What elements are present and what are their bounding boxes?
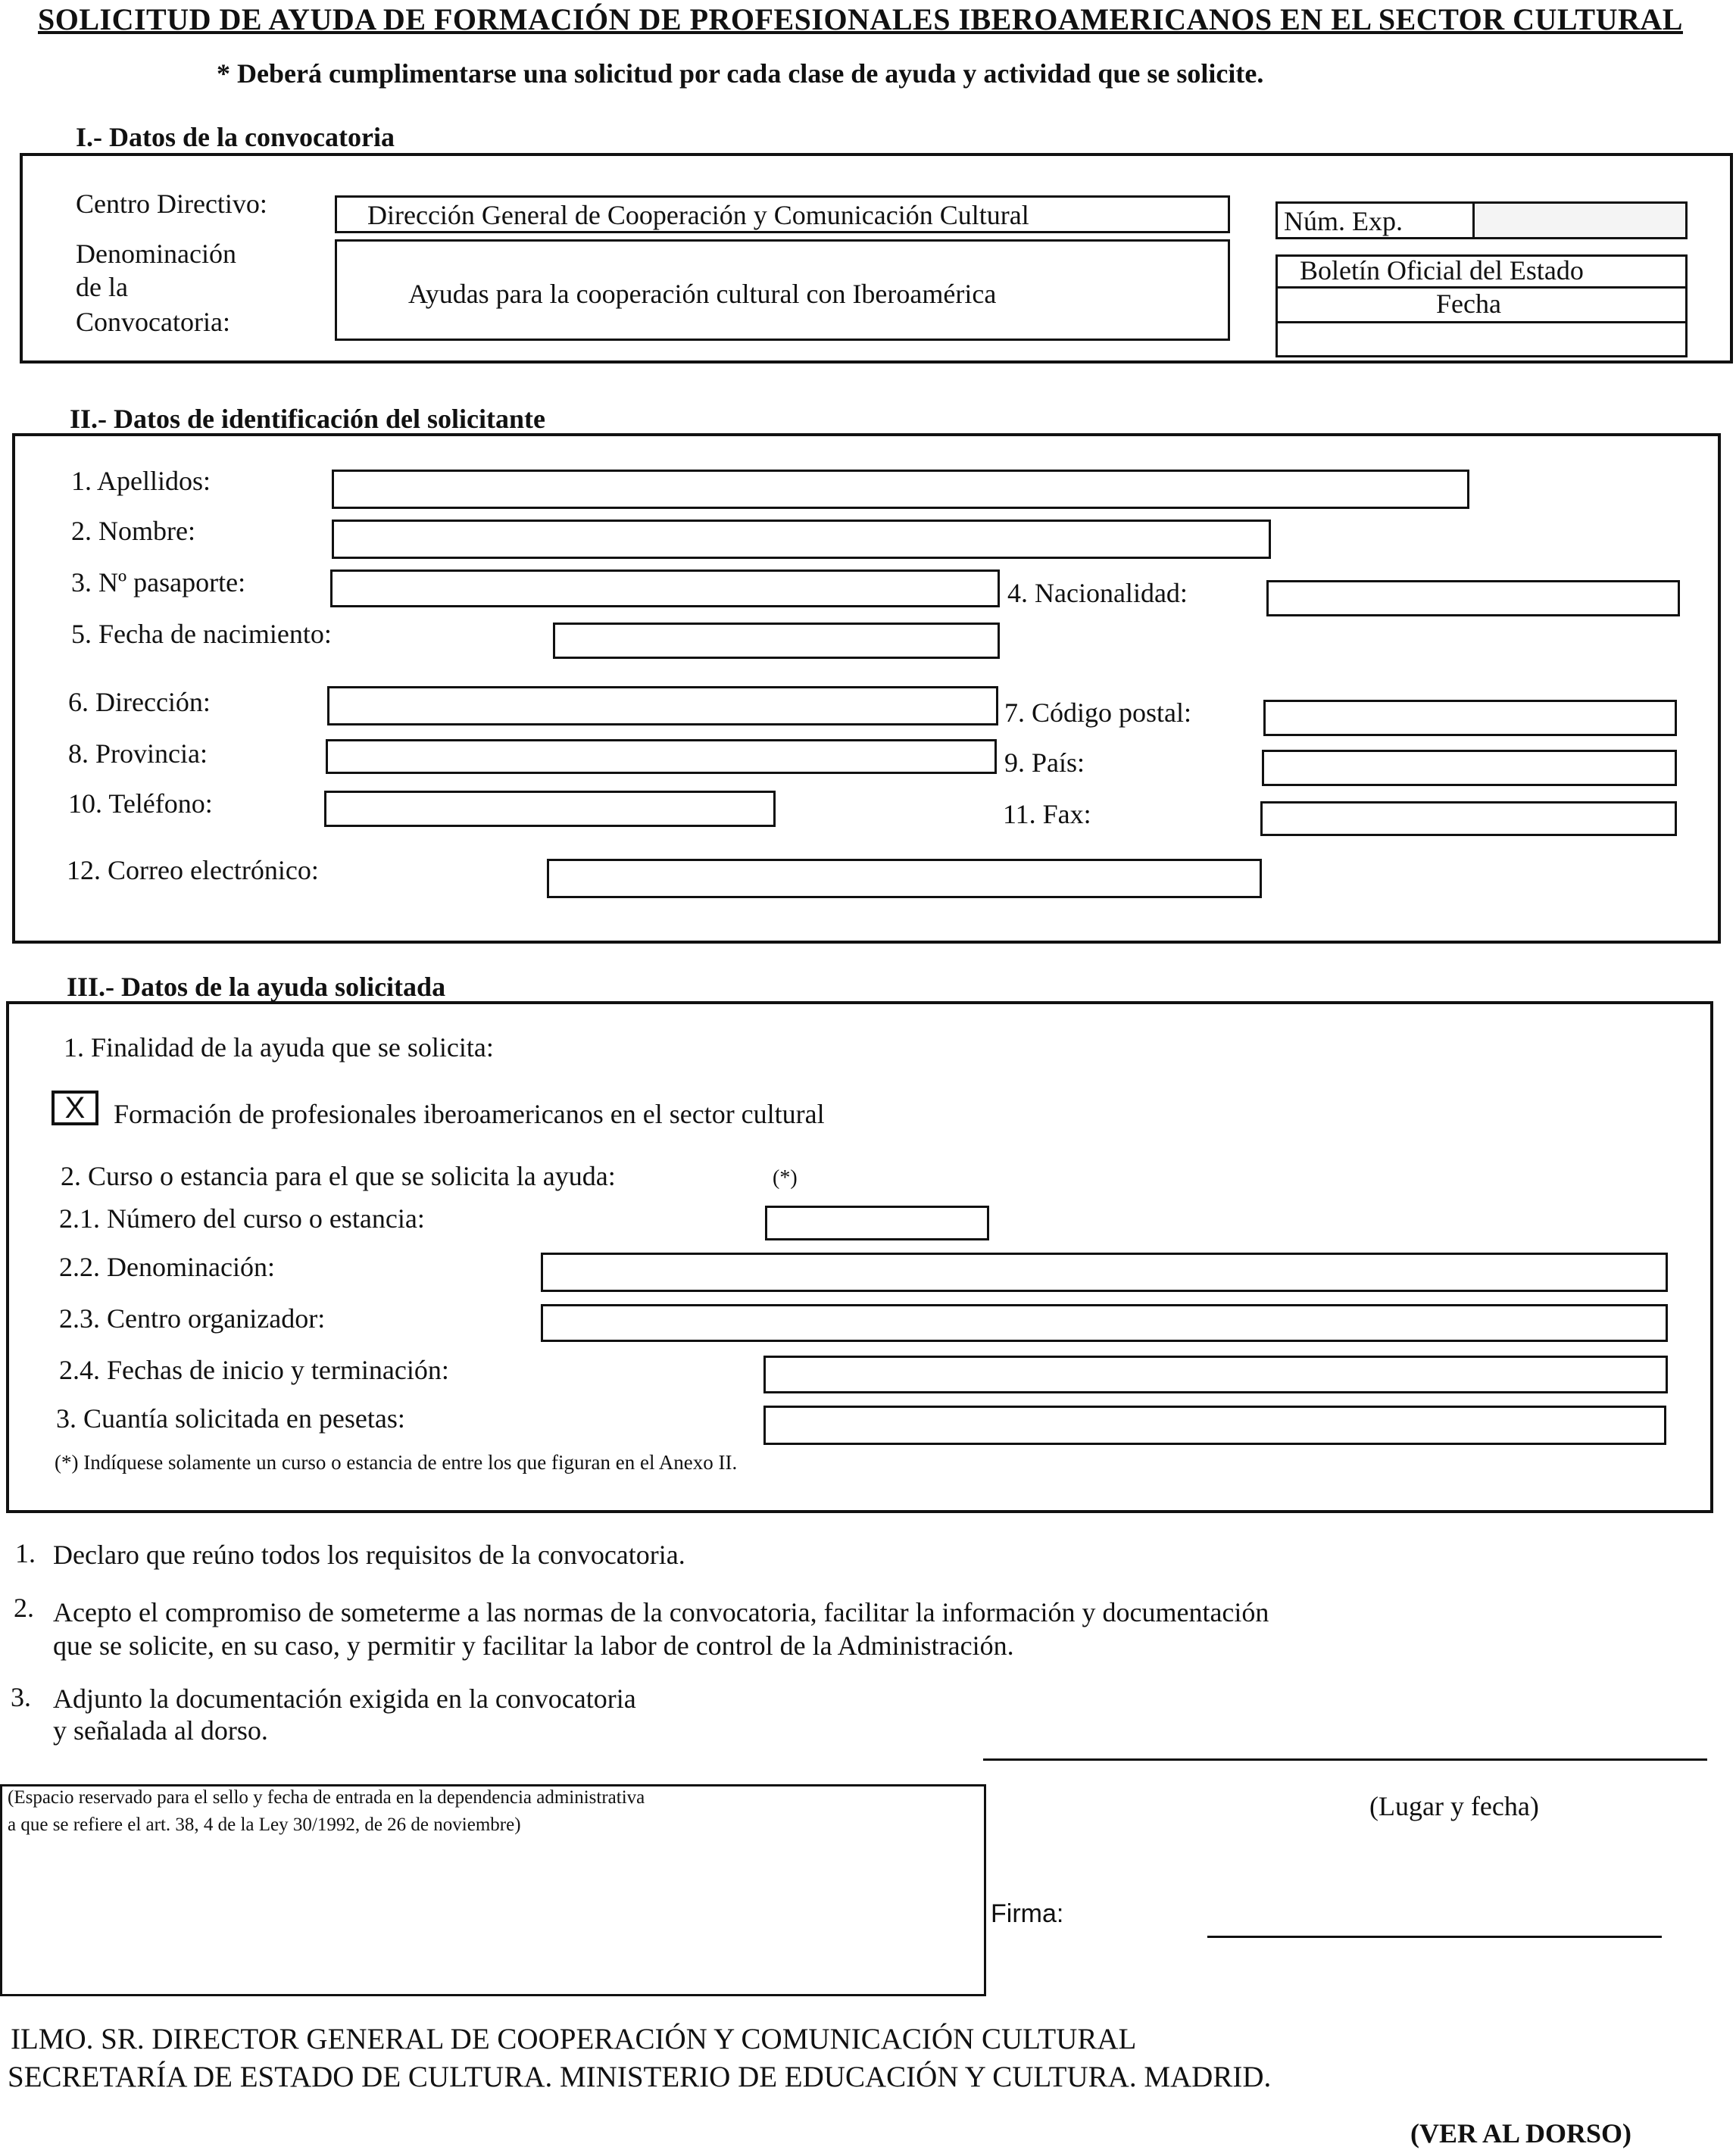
section2-heading: II.- Datos de identificación del solicitante (70, 404, 545, 434)
checkbox-mark: X (64, 1091, 86, 1125)
nacionalidad-label: 4. Nacionalidad: (1007, 578, 1188, 608)
section3-footnote: (*) Indíquese solamente un curso o estancia de entre los que figuran en el Anexo II. (55, 1451, 738, 1474)
firma-label: Firma: (991, 1899, 1064, 1928)
fax-label: 11. Fax: (1003, 799, 1091, 829)
provincia-input[interactable] (326, 739, 997, 774)
finalidad-checkbox[interactable] (52, 1091, 98, 1125)
curso-label: 2. Curso o estancia para el que se solicita la ayuda: (61, 1161, 616, 1191)
finalidad-label: 1. Finalidad de la ayuda que se solicita: (64, 1032, 494, 1063)
numero-curso-input[interactable] (765, 1206, 989, 1240)
lugar-fecha-line (983, 1758, 1707, 1761)
form-title: SOLICITUD DE AYUDA DE FORMACIÓN DE PROFESIONALES IBEROAMERICANOS EN EL SECTOR CULTURAL (38, 2, 1683, 36)
direccion-input[interactable] (327, 686, 998, 726)
denominacion-curso-label: 2.2. Denominación: (59, 1252, 275, 1282)
cuantia-label: 3. Cuantía solicitada en pesetas: (56, 1403, 405, 1434)
nombre-label: 2. Nombre: (71, 516, 195, 546)
declaration-1: Declaro que reúno todos los requisitos de la convocatoria. (53, 1540, 685, 1570)
denominacion-label-3: Convocatoria: (76, 307, 230, 337)
fechas-label: 2.4. Fechas de inicio y terminación: (59, 1355, 449, 1385)
centro-directivo-label: Centro Directivo: (76, 189, 267, 219)
denominacion-value: Ayudas para la cooperación cultural con Iberoamérica (408, 279, 997, 309)
centro-directivo-field[interactable] (335, 195, 1230, 233)
fechas-input[interactable] (763, 1356, 1668, 1393)
fecha-nacimiento-label: 5. Fecha de nacimiento: (71, 619, 332, 649)
boletin-divider-2 (1275, 321, 1688, 323)
apellidos-input[interactable] (332, 470, 1469, 509)
curso-asterisk: (*) (773, 1166, 798, 1190)
fecha-label: Fecha (1436, 289, 1501, 319)
fecha-nacimiento-input[interactable] (553, 623, 1000, 659)
declaration-1-number: 1. (15, 1538, 36, 1568)
fax-input[interactable] (1260, 801, 1677, 836)
telefono-input[interactable] (324, 791, 776, 827)
telefono-label: 10. Teléfono: (68, 788, 213, 819)
boletin-label: Boletín Oficial del Estado (1300, 255, 1584, 286)
declaration-2-line-2: que se solicite, en su caso, y permitir y facilitar la labor de control de la Administración. (53, 1630, 1014, 1661)
pais-input[interactable] (1262, 750, 1677, 786)
checkbox-label: Formación de profesionales iberoamericanos en el sector cultural (114, 1099, 825, 1129)
centro-organizador-input[interactable] (541, 1304, 1668, 1342)
declaration-3-line-2: y señalada al dorso. (53, 1715, 268, 1746)
pais-label: 9. País: (1004, 747, 1085, 778)
numero-curso-label: 2.1. Número del curso o estancia: (59, 1203, 425, 1234)
centro-directivo-value: Dirección General de Cooperación y Comunicación Cultural (367, 200, 1029, 230)
declaration-2-line-1: Acepto el compromiso de someterme a las normas de la convocatoria, facilitar la información y documentación (53, 1597, 1269, 1627)
provincia-label: 8. Provincia: (68, 738, 208, 769)
denominacion-label-1: Denominación (76, 239, 236, 269)
codigo-postal-input[interactable] (1263, 700, 1677, 736)
section3-heading: III.- Datos de la ayuda solicitada (67, 972, 446, 1002)
num-exp-label: Núm. Exp. (1284, 206, 1403, 236)
num-exp-field[interactable] (1472, 201, 1688, 239)
stamp-text-line-2: a que se refiere el art. 38, 4 de la Ley 30/1992, de 26 de noviembre) (8, 1815, 521, 1835)
cuantia-input[interactable] (763, 1406, 1666, 1445)
declaration-2-number: 2. (14, 1593, 34, 1623)
addressee-line-1: ILMO. SR. DIRECTOR GENERAL DE COOPERACIÓN Y COMUNICACIÓN CULTURAL (11, 2023, 1137, 2055)
correo-input[interactable] (547, 859, 1262, 898)
form-subtitle: * Deberá cumplimentarse una solicitud por cada clase de ayuda y actividad que se solicite. (217, 58, 1264, 89)
declaration-3-line-1: Adjunto la documentación exigida en la convocatoria (53, 1683, 636, 1714)
direccion-label: 6. Dirección: (68, 687, 211, 717)
apellidos-label: 1. Apellidos: (71, 466, 211, 496)
nombre-input[interactable] (332, 520, 1271, 559)
correo-label: 12. Correo electrónico: (67, 855, 319, 885)
firma-line[interactable] (1207, 1936, 1662, 1938)
codigo-postal-label: 7. Código postal: (1004, 697, 1192, 728)
stamp-text-line-1: (Espacio reservado para el sello y fecha de entrada en la dependencia administrativa (8, 1787, 645, 1808)
declaration-3-number: 3. (11, 1682, 31, 1712)
nacionalidad-input[interactable] (1266, 580, 1680, 616)
addressee-line-2: SECRETARÍA DE ESTADO DE CULTURA. MINISTERIO DE EDUCACIÓN Y CULTURA. MADRID. (8, 2061, 1272, 2093)
fecha-field[interactable] (1280, 324, 1683, 354)
section1-heading: I.- Datos de la convocatoria (76, 122, 395, 152)
denominacion-field[interactable] (335, 239, 1230, 341)
centro-organizador-label: 2.3. Centro organizador: (59, 1303, 326, 1334)
ver-dorso: (VER AL DORSO) (1410, 2118, 1632, 2148)
denominacion-curso-input[interactable] (541, 1253, 1668, 1292)
denominacion-label-2: de la (76, 272, 128, 302)
lugar-fecha-label: (Lugar y fecha) (1369, 1791, 1539, 1821)
pasaporte-input[interactable] (330, 569, 1000, 607)
pasaporte-label: 3. Nº pasaporte: (71, 567, 246, 598)
